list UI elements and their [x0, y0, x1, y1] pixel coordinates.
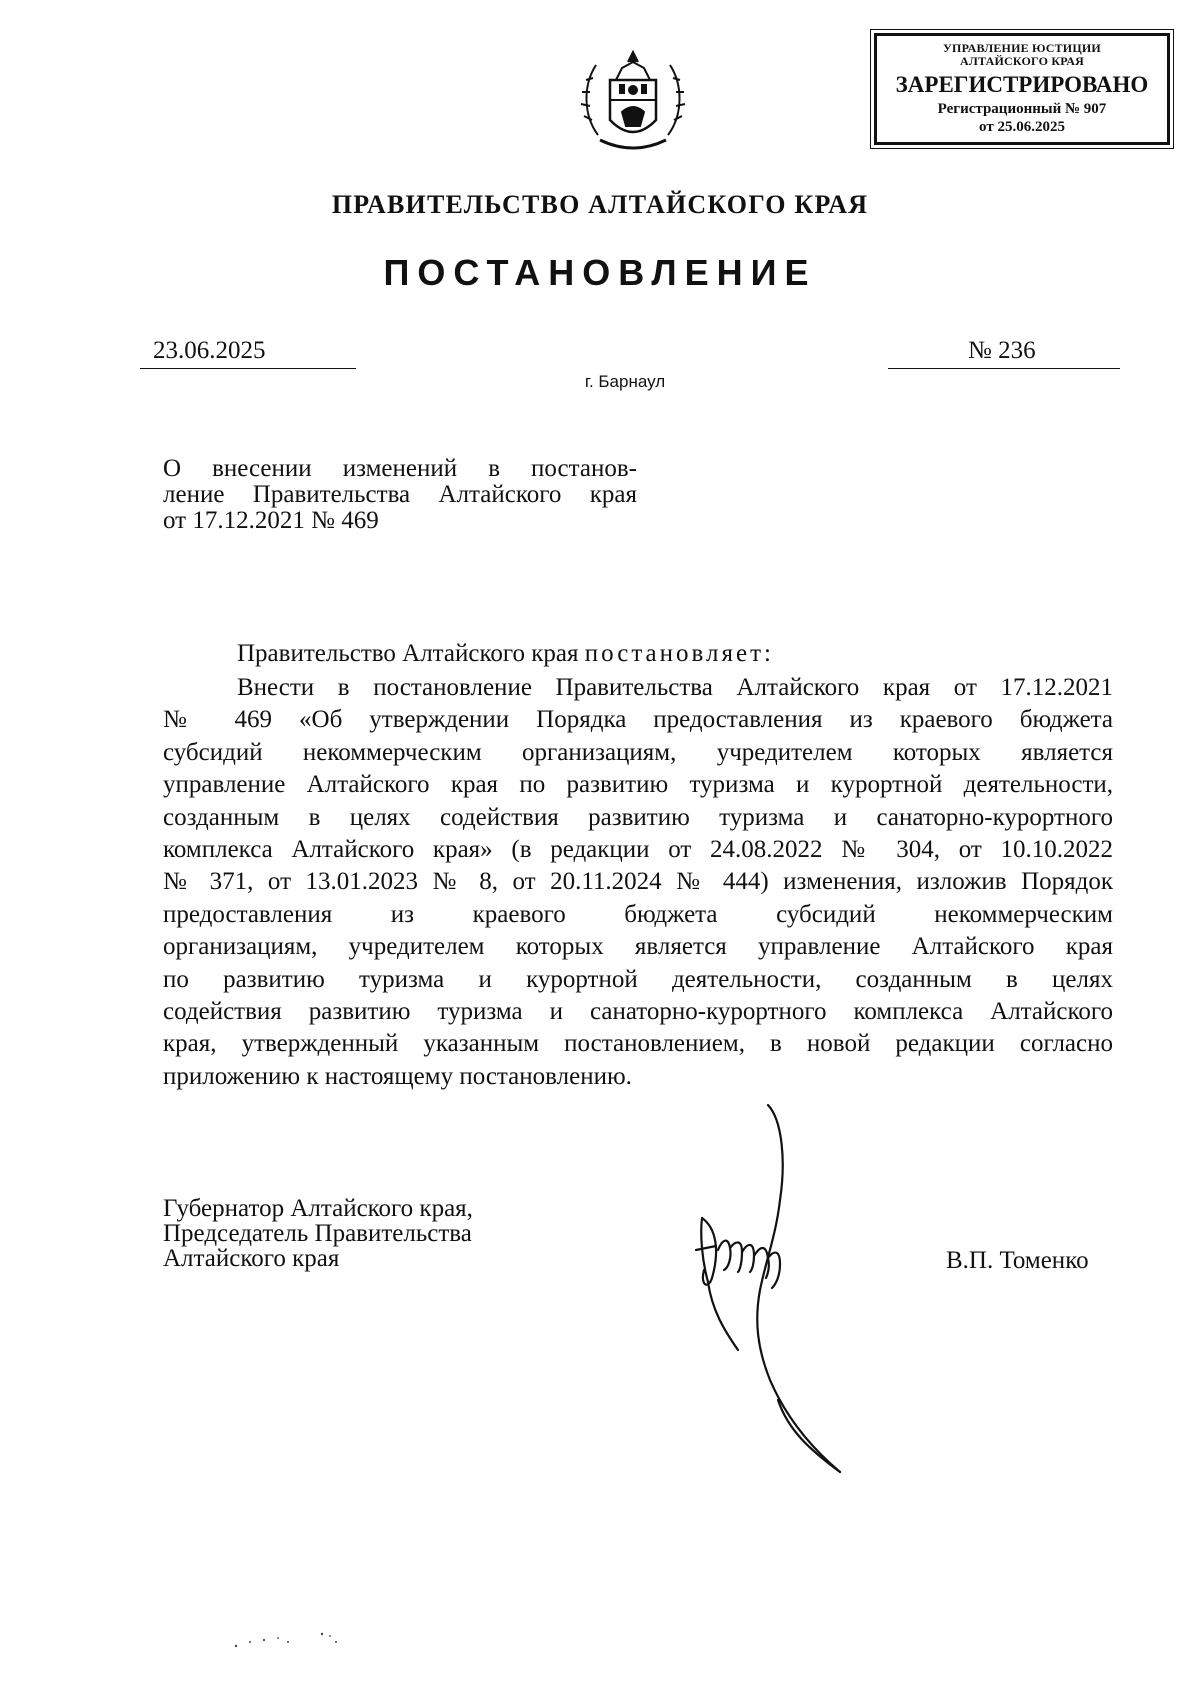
organization-title: ПРАВИТЕЛЬСТВО АЛТАЙСКОГО КРАЯ	[331, 190, 869, 219]
date-underline	[140, 368, 356, 369]
subject-line: от 17.12.2021 № 469	[163, 507, 379, 534]
registration-stamp	[874, 33, 1170, 145]
document-date: 23.06.2025	[153, 337, 266, 364]
body-line: управление Алтайского края по развитию туризма и курортной деятельности,	[163, 771, 1113, 799]
coat-of-arms-emblem	[578, 40, 688, 160]
signatory-name: В.П. Томенко	[946, 1247, 1089, 1274]
intro-spaced-word: постановляет:	[584, 640, 774, 667]
stamp-org-line-1: УПРАВЛЕНИЕ ЮСТИЦИИ	[943, 41, 1101, 55]
subject-line: О внесении изменений в постанов-	[163, 455, 637, 482]
scan-specks-decoration	[230, 1628, 370, 1658]
stamp-status: ЗАРЕГИСТРИРОВАНО	[895, 72, 1149, 97]
number-underline	[888, 368, 1120, 369]
stamp-org-line-2: АЛТАЙСКОГО КРАЯ	[960, 54, 1084, 68]
body-line: содействия развитию туризма и санаторно-курортного комплекса Алтайского	[163, 998, 1113, 1026]
body-line: организациям, учредителем которых является управление Алтайского края	[163, 933, 1113, 961]
body-line: комплекса Алтайского края» (в редакции от 24.08.2022 № 304, от 10.10.2022	[163, 836, 1113, 864]
intro-prefix: Правительство Алтайского края	[237, 640, 585, 667]
handwritten-signature	[690, 1100, 860, 1480]
subject-line: ление Правительства Алтайского края	[163, 481, 637, 508]
body-line: по развитию туризма и курортной деятельности, созданным в целях	[163, 965, 1113, 993]
position-line: Председатель Правительства	[163, 1220, 472, 1247]
document-subject	[163, 456, 637, 534]
document-type: ПОСТАНОВЛЕНИЕ	[383, 252, 817, 293]
body-line: № 371, от 13.01.2023 № 8, от 20.11.2024 № 444) изменения, изложив Порядок	[163, 868, 1113, 896]
body-line: предоставления из краевого бюджета субсидий некоммерческим	[163, 900, 1113, 928]
body-line: приложению к настоящему постановлению.	[163, 1062, 632, 1090]
signatory-position	[163, 1196, 473, 1271]
resolution-intro	[237, 640, 774, 668]
city: г. Барнаул	[584, 372, 666, 391]
body-line: субсидий некоммерческим организациям, учредителем которых является	[163, 738, 1113, 766]
stamp-reg-date: от 25.06.2025	[979, 119, 1065, 135]
resolution-body	[163, 672, 1113, 1093]
body-line: Внести в постановление Правительства Алтайского края от 17.12.2021	[237, 674, 1113, 701]
stamp-reg-number: Регистрационный № 907	[937, 101, 1107, 117]
body-line: края, утвержденный указанным постановлением, в новой редакции согласно	[163, 1030, 1113, 1058]
position-line: Алтайского края	[163, 1245, 340, 1272]
body-line: № 469 «Об утверждении Порядка предоставления из краевого бюджета	[163, 706, 1113, 734]
body-line: созданным в целях содействия развитию туризма и санаторно-курортного	[163, 803, 1113, 831]
position-line: Губернатор Алтайского края,	[163, 1195, 473, 1222]
document-number: № 236	[968, 337, 1036, 364]
